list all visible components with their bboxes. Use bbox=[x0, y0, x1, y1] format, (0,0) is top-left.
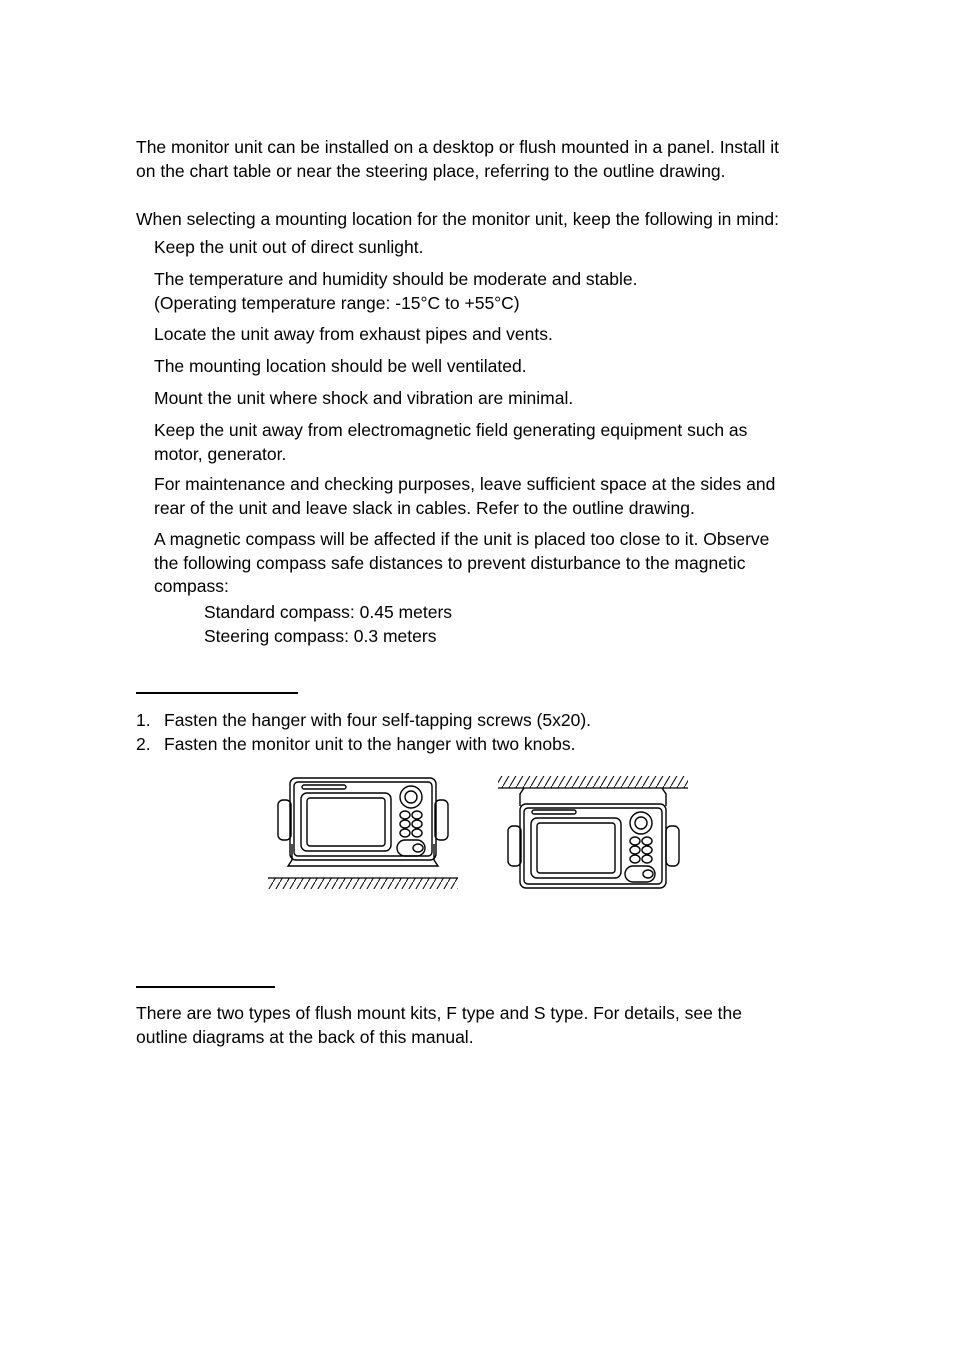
step-text: Fasten the monitor unit to the hanger with two knobs. bbox=[164, 733, 576, 754]
consideration-item bbox=[154, 473, 775, 520]
flush-mounting-heading-rule bbox=[136, 986, 275, 988]
consideration-line: Keep the unit out of direct sunlight. bbox=[154, 237, 424, 257]
intro-line: on the chart table or near the steering place, referring to the outline drawing. bbox=[136, 160, 726, 181]
consideration-item bbox=[154, 268, 638, 315]
flush-mounting-line: outline diagrams at the back of this manual. bbox=[136, 1026, 474, 1047]
overhead-mount-illustration bbox=[496, 774, 690, 894]
step-text: Fasten the hanger with four self-tapping screws (5x20). bbox=[164, 710, 592, 730]
consideration-line: The mounting location should be well ventilated. bbox=[154, 356, 527, 376]
consideration-item bbox=[154, 236, 423, 260]
consideration-item bbox=[154, 528, 769, 599]
step-number: 2. bbox=[136, 733, 151, 754]
consideration-line: A magnetic compass will be affected if the unit is placed too close to it. Observe bbox=[154, 529, 770, 549]
consideration-line: For maintenance and checking purposes, leave sufficient space at the sides and bbox=[154, 474, 776, 494]
consideration-line: Mount the unit where shock and vibration are minimal. bbox=[154, 388, 574, 408]
intro-paragraph bbox=[136, 136, 779, 183]
consideration-line: compass: bbox=[154, 576, 229, 596]
step-item bbox=[136, 733, 591, 757]
compass-safe-distances bbox=[204, 601, 452, 648]
safe-distance-steering: Steering compass: 0.3 meters bbox=[204, 625, 437, 646]
consideration-item bbox=[154, 355, 527, 379]
desktop-mounting-steps bbox=[136, 709, 591, 756]
considerations-lead-text: When selecting a mounting location for the monitor unit, keep the following in mind: bbox=[136, 209, 779, 229]
consideration-line: motor, generator. bbox=[154, 443, 287, 464]
consideration-line: rear of the unit and leave slack in cables. Refer to the outline drawing. bbox=[154, 497, 695, 518]
step-number: 1. bbox=[136, 710, 151, 730]
desktop-mount-illustration bbox=[266, 774, 460, 892]
consideration-item bbox=[154, 387, 573, 411]
flush-mounting-line: There are two types of flush mount kits, F type and S type. For details, see the bbox=[136, 1003, 742, 1023]
consideration-line: the following compass safe distances to prevent disturbance to the magnetic bbox=[154, 552, 746, 573]
safe-distance-standard: Standard compass: 0.45 meters bbox=[204, 602, 453, 622]
consideration-line: (Operating temperature range: -15°C to +55°C) bbox=[154, 292, 520, 313]
flush-mounting-paragraph bbox=[136, 1002, 742, 1049]
consideration-line: Keep the unit away from electromagnetic field generating equipment such as bbox=[154, 420, 748, 440]
step-item bbox=[136, 709, 591, 733]
desktop-mounting-heading-rule bbox=[136, 692, 298, 694]
consideration-line: The temperature and humidity should be moderate and stable. bbox=[154, 269, 638, 289]
consideration-line: Locate the unit away from exhaust pipes and vents. bbox=[154, 324, 553, 344]
consideration-item bbox=[154, 419, 747, 466]
considerations-lead bbox=[136, 208, 779, 232]
intro-line: The monitor unit can be installed on a desktop or flush mounted in a panel. Install it bbox=[136, 137, 780, 157]
consideration-item bbox=[154, 323, 553, 347]
